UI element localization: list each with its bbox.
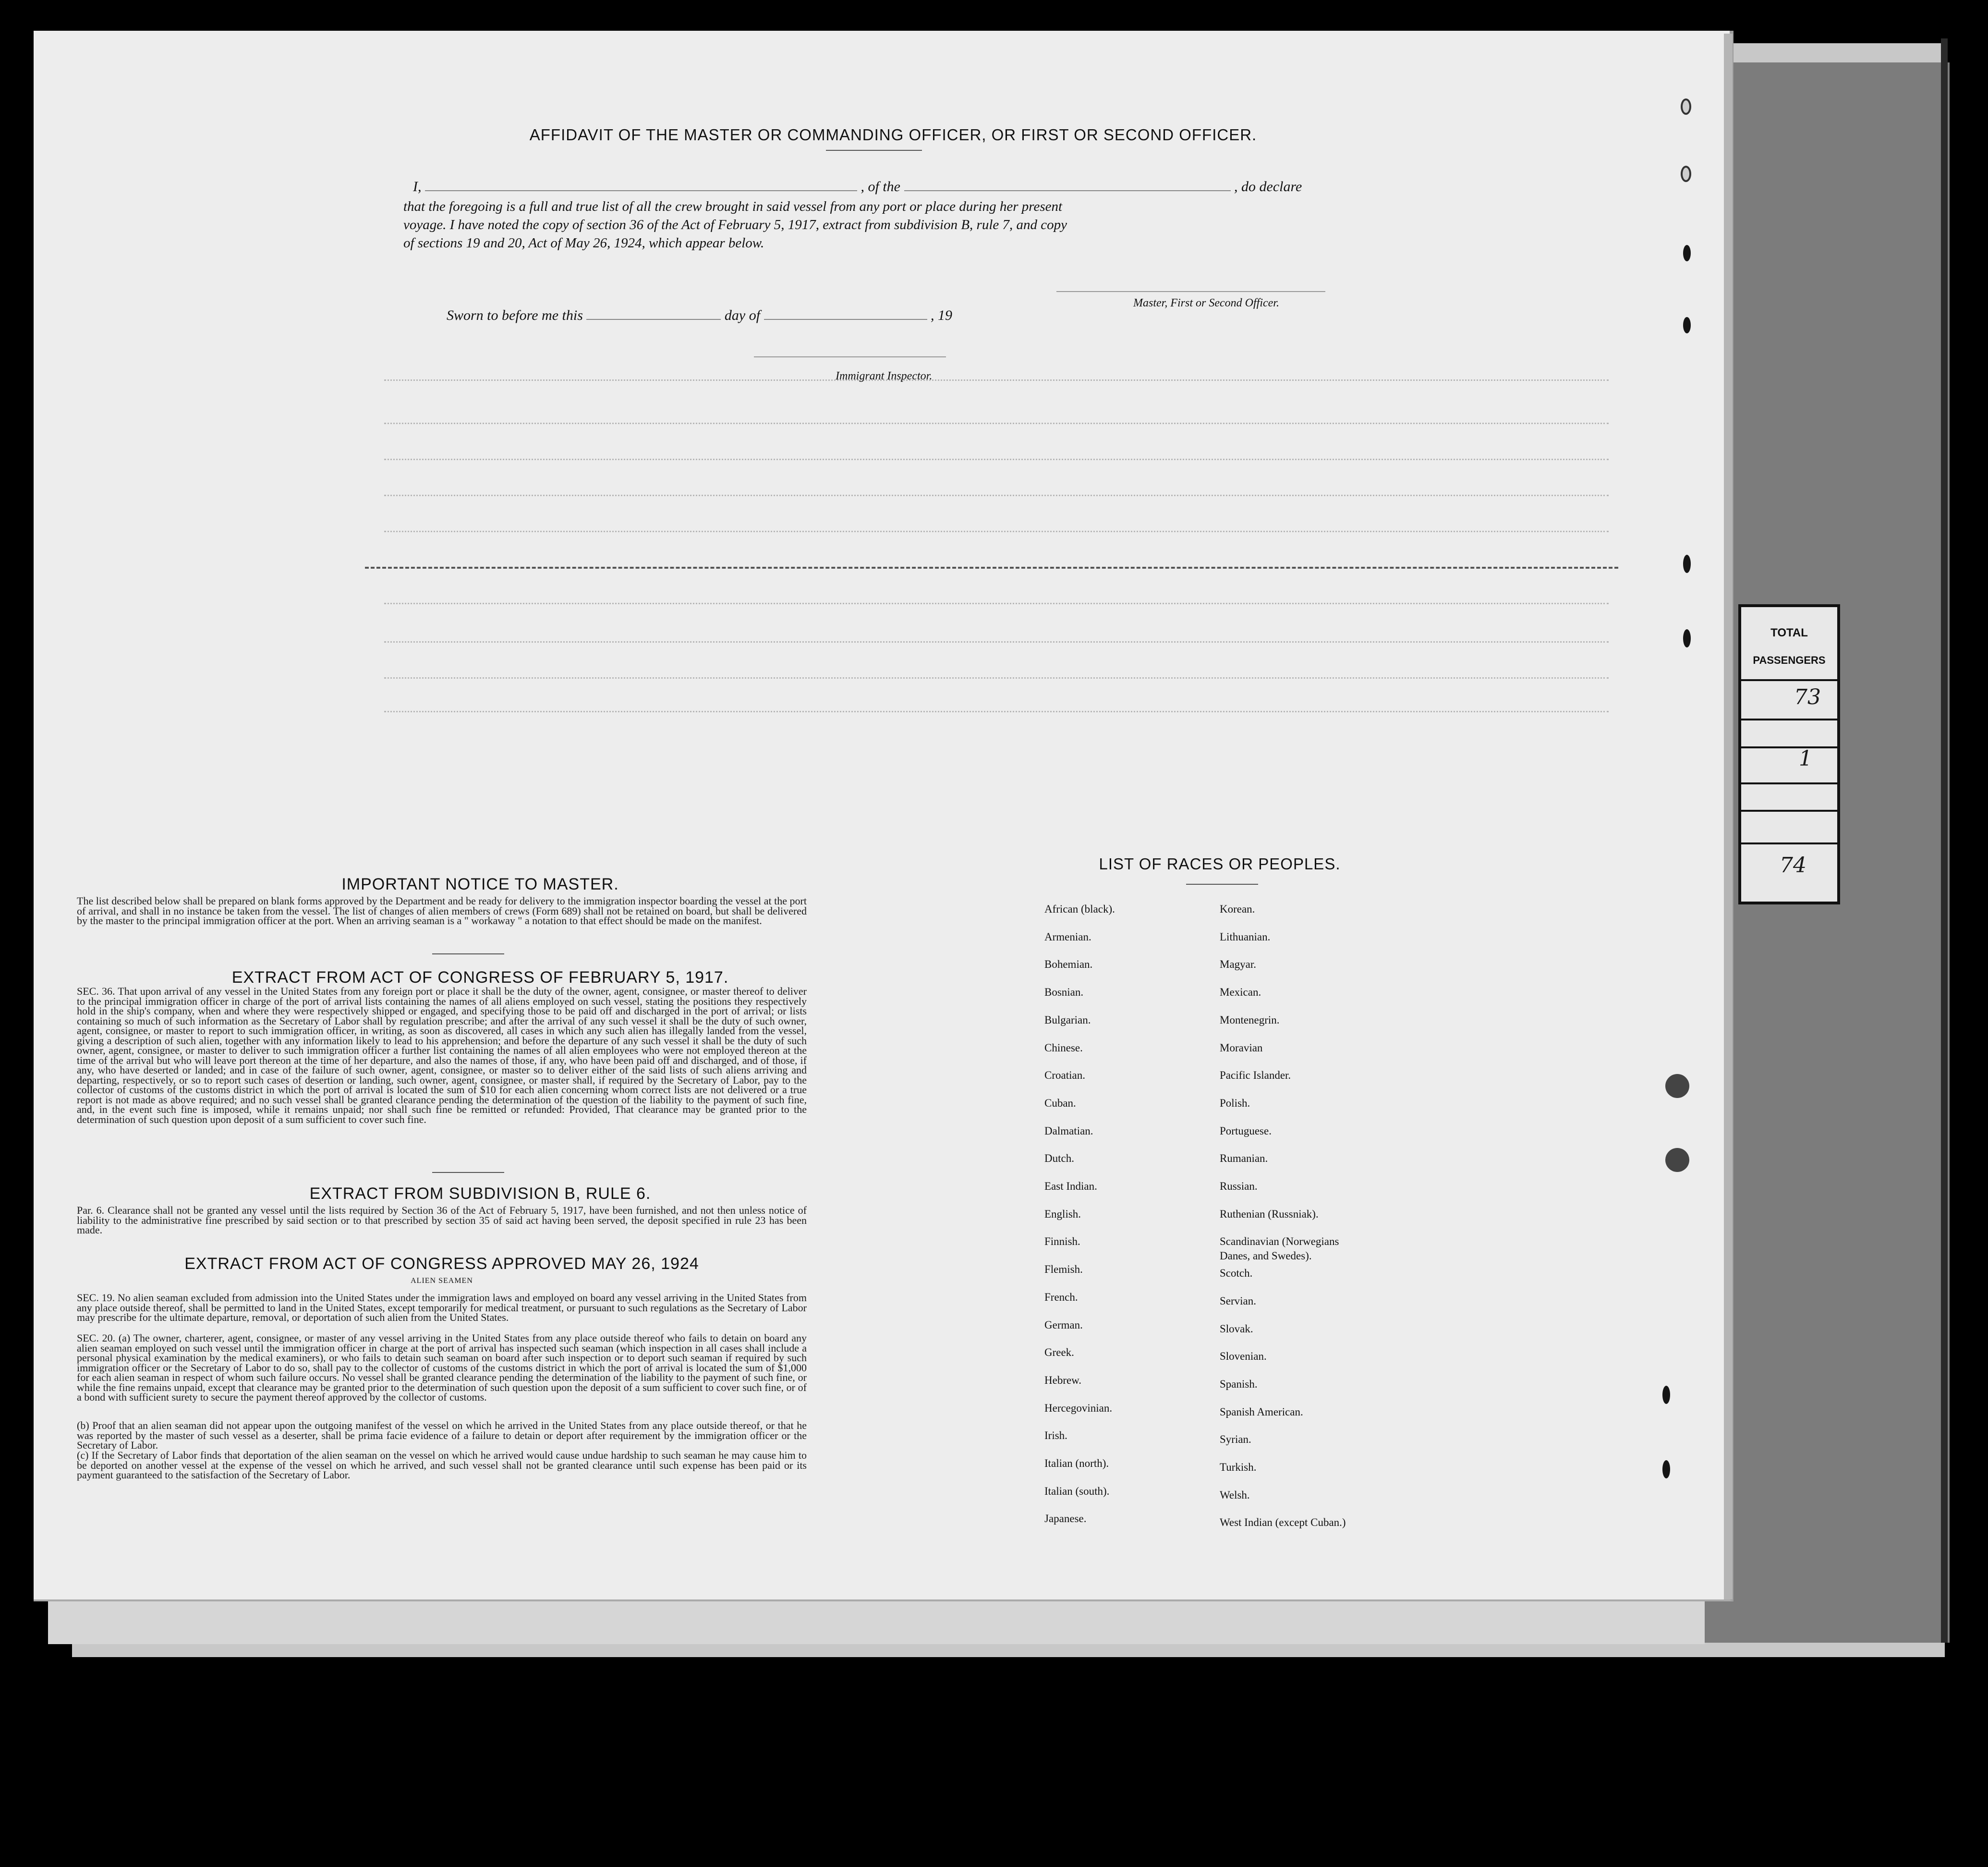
race-item: Armenian. [1044,930,1091,943]
binder-hole [1683,317,1691,333]
sworn-year-label: , 19 [931,307,953,323]
tally-header-passengers: PASSENGERS [1753,654,1826,666]
total-passengers-box [1738,604,1840,904]
race-item: Magyar. [1220,958,1257,971]
race-item: Chinese. [1044,1041,1083,1054]
race-item: Slovenian. [1220,1350,1267,1363]
race-item: Russian. [1220,1180,1258,1192]
sworn-day-of-label: day of [724,307,761,323]
races-title: LIST OF RACES OR PEOPLES. [1099,855,1341,873]
race-item: Lithuanian. [1220,930,1271,943]
master-signature-label: Master, First or Second Officer. [1133,297,1279,309]
affidavit-declaration-line0 [413,179,1302,195]
race-item: Syrian. [1220,1433,1251,1446]
race-item: Servian. [1220,1294,1257,1307]
sworn-line [447,307,952,324]
tally-rule [1741,719,1837,720]
race-item: Scandinavian (Norwegians [1220,1235,1339,1248]
extract-1924-sec20c: (c) If the Secretary of Labor finds that deportation of the alien seaman on the vessel on which he arrived would cause undue hardship to such seaman he may cause him to be deported on another vessel at the expense of the vessel on which he arrived, and such vessel shall not be granted clearance until such expense has been paid or its payment guaranteed to the satisfaction of the Secretary of Labor. [77,1449,807,1481]
extract-1924-title: EXTRACT FROM ACT OF CONGRESS APPROVED MAY 26, 1924 [184,1255,699,1273]
tally-rule [1741,679,1837,681]
tally-value-1: 73 [1794,685,1821,709]
race-item: Greek. [1044,1346,1074,1359]
extract-1917-text: SEC. 36. That upon arrival of any vessel in the United States from any foreign port or place it shall be the duty of the owner, agent, consignee, or master thereof to deliver to the principal immigration officer in charge of the port of arrival lists containing the names of all aliens employed on such vessel, stating the positions they respectively hold in the ship's company, when and where they were respectively shipped or engaged, and specifying those to be paid off and discharged in the port of arrival; or lists containing so much of such information as the Secretary of Labor shall by regulation prescribe; and after the arrival of any such vessel it shall be the duty of such owner, agent, consignee, or master to report to such immigration officer, in writing, as soon as discovered, all cases in which any such alien has illegally landed from the vessel, giving a description of such alien, together with any information likely to lead to his apprehension; and before the departure of any such vessel it shall be the duty of such owner, agent, consignee, or master to deliver to such immigration officer a further list containing the names of all alien employees who were not employed thereon at the time of the arrival but who will leave port thereon at the time of her departure, and also the names of those, if any, who have been paid off and discharged, and of those, if any, who have deserted or landed; and in case of the failure of such owner, agent, consignee, or master so to deliver either of the said lists of such aliens arriving and departing, respectively, or so to report such cases of desertion or landing, such owner, agent, consignee, or master shall, if required by the Secretary of Labor, pay to the collector of customs of the customs district in which the port of arrival is located the sum of $10 for each alien concerning whom correct lists are not delivered or a true report is not made as above required; and no such vessel shall be granted clearance pending the determination of the question of the liability to the payment of such fine, and, in the event such fine is imposed, while it remains unpaid; nor shall such fine be remitted or refunded: Provided, That clearance may be granted prior to the determination of such question upon deposit of a sum sufficient to cover such fine. [77,985,807,1125]
race-item: Spanish American. [1220,1405,1303,1418]
extract-rule6-text: Par. 6. Clearance shall not be granted any vessel until the lists required by Section 36 of the Act of February 5, 1917, have been furnished, and not then unless notice of liability to the administrative fine prescribed by said section or to that prescribed by section 35 of said act having been served, the deposit specified in rule 23 has been made. [77,1204,807,1236]
tally-total: 74 [1780,853,1806,878]
race-item: Portuguese. [1220,1124,1272,1137]
binder-hole [1665,1074,1689,1098]
race-item: Moravian [1220,1041,1263,1054]
race-item: Cuban. [1044,1097,1076,1109]
race-item: Montenegrin. [1220,1013,1280,1026]
sworn-day-blank [586,319,721,320]
affidavit-i-label: I, [413,179,422,195]
binder-hole [1683,555,1691,573]
race-item: Bulgarian. [1044,1013,1091,1026]
race-item: Spanish. [1220,1378,1258,1390]
race-item: Flemish. [1044,1263,1083,1276]
race-item: English. [1044,1208,1081,1220]
affidavit-title: AFFIDAVIT OF THE MASTER OR COMMANDING OFFICER, OR FIRST OR SECOND OFFICER. [529,126,1257,144]
race-item: Japanese. [1044,1513,1087,1525]
race-item: Dutch. [1044,1152,1074,1165]
race-item: Dalmatian. [1044,1124,1093,1137]
extract-1924-subtitle: ALIEN SEAMEN [411,1277,473,1285]
affidavit-line1: that the foregoing is a full and true list of all the crew brought in said vessel from any port or place during her present [403,199,1063,214]
race-item: East Indian. [1044,1180,1097,1192]
notice-text: The list described below shall be prepared on blank forms approved by the Department and be ready for delivery to the immigration inspector boarding the vessel at the port of arrival, and shall in no instance be taken from the vessel. The list of changes of alien members of crews (Form 689) shall not be retained on board, but shall be delivered by the master to the principal immigration officer at the port. When an arriving seaman is a " workaway " a notation to that effect should be made on the manifest. [77,895,807,927]
race-item: Bohemian. [1044,958,1093,971]
master-signature-line [1056,291,1325,292]
race-item: Turkish. [1220,1461,1257,1473]
binder-hole [1662,1460,1670,1478]
race-item: Bosnian. [1044,986,1084,999]
race-item: German. [1044,1318,1083,1331]
affidavit-title-rule [826,150,922,151]
affidavit-line3: of sections 19 and 20, Act of May 26, 1924, which appear below. [403,235,764,251]
sworn-label: Sworn to before me this [447,307,583,323]
notice-rule [432,953,504,954]
race-item: Croatian. [1044,1069,1085,1082]
race-item: Italian (north). [1044,1457,1109,1469]
extract-1924-sec19: SEC. 19. No alien seaman excluded from admission into the United States under the immigration laws and employed on board any vessel arriving in the United States from any place outside thereof, shall be permitted to land in the United States, except temporarily for medical treatment, or pursuant to such regulations as the Secretary of Labor may prescribe for the ultimate departure, removal, or deportation of such alien from the United States. [77,1292,807,1323]
binder-hole [1665,1148,1689,1172]
race-item: African (black). [1044,903,1115,915]
extract-1917-title: EXTRACT FROM ACT OF CONGRESS OF FEBRUARY 5, 1917. [231,968,729,987]
binder-hole [1683,245,1691,261]
notice-title: IMPORTANT NOTICE TO MASTER. [341,875,619,893]
race-item: Mexican. [1220,986,1261,999]
tally-header-total: TOTAL [1770,626,1808,639]
binder-hole [1681,98,1691,115]
tally-rule [1741,746,1837,748]
race-item: Italian (south). [1044,1485,1110,1497]
races-title-rule [1186,884,1258,885]
race-item: West Indian (except Cuban.) [1220,1516,1346,1529]
binder-hole [1662,1386,1670,1404]
affidavit-declare-label: , do declare [1234,179,1302,195]
extract-1917-rule [432,1172,504,1173]
race-item: French. [1044,1291,1078,1303]
tally-value-2: 1 [1799,746,1812,771]
ledger-strip-edge [1941,38,1948,1643]
race-item: Ruthenian (Russniak). [1220,1208,1319,1220]
page-divider [365,567,1618,569]
extract-1924-sec20b: (b) Proof that an alien seaman did not appear upon the outgoing manifest of the vessel on which he arrived in the United States from any place outside thereof, or that he was reported by the master of such vessel as a deserter, shall be prima facie evidence of a failure to detain or deport after requirement by the immigration officer or the Secretary of Labor. [77,1419,807,1451]
race-item: Pacific Islander. [1220,1069,1291,1082]
inspector-signature-line [754,356,946,357]
race-item: Danes, and Swedes). [1220,1250,1312,1262]
tally-rule [1741,810,1837,812]
affidavit-of-the-label: , of the [861,179,900,195]
affidavit-name-blank [425,190,857,191]
tally-rule [1741,782,1837,784]
race-item: Hebrew. [1044,1374,1082,1386]
sworn-month-blank [764,319,927,320]
race-item: Scotch. [1220,1267,1253,1280]
tally-rule [1741,842,1837,844]
race-item: Slovak. [1220,1322,1253,1335]
races-right-column [1220,903,1508,1547]
race-item: Korean. [1220,903,1255,915]
affidavit-vessel-blank [904,190,1231,191]
race-item: Rumanian. [1220,1152,1268,1165]
race-item: Polish. [1220,1097,1250,1109]
binder-hole [1683,629,1691,647]
affidavit-line2: voyage. I have noted the copy of section 36 of the Act of February 5, 1917, extract from subdivision B, rule 7, and copy [403,217,1067,232]
race-item: Hercegovinian. [1044,1402,1113,1414]
page-edge [1724,34,1733,1599]
extract-1924-sec20a: SEC. 20. (a) The owner, charterer, agent, consignee, or master of any vessel arriving in the United States from any place outside thereof who fails to detain on board any alien seaman employed on such vessel until the immigration officer in charge at the port of arrival has inspected such seaman (which inspection in all cases shall include a personal physical examination by the medical examiners), or who fails to detain such seaman on board after such inspection or to deport such seaman if required by such immigration officer or the Secretary of Labor to do so, shall pay to the collector of customs of the customs district in which the port of arrival is located the sum of $1,000 for each alien seaman in respect of whom such failure occurs. No vessel shall be granted clearance pending the determination of the liability to the payment of such fine, or while the fine remains unpaid, except that clearance may be granted prior to the determination of such question upon the deposit of a sum sufficient to cover such fine, or of a bond with sufficient surety to secure the payment thereof approved by the collector of customs. [77,1332,807,1403]
inspector-signature-label: Immigrant Inspector. [836,370,933,382]
race-item: Finnish. [1044,1235,1080,1248]
extract-rule6-title: EXTRACT FROM SUBDIVISION B, RULE 6. [309,1184,651,1203]
race-item: Irish. [1044,1429,1067,1442]
binder-hole [1681,166,1691,182]
race-item: Welsh. [1220,1489,1250,1501]
